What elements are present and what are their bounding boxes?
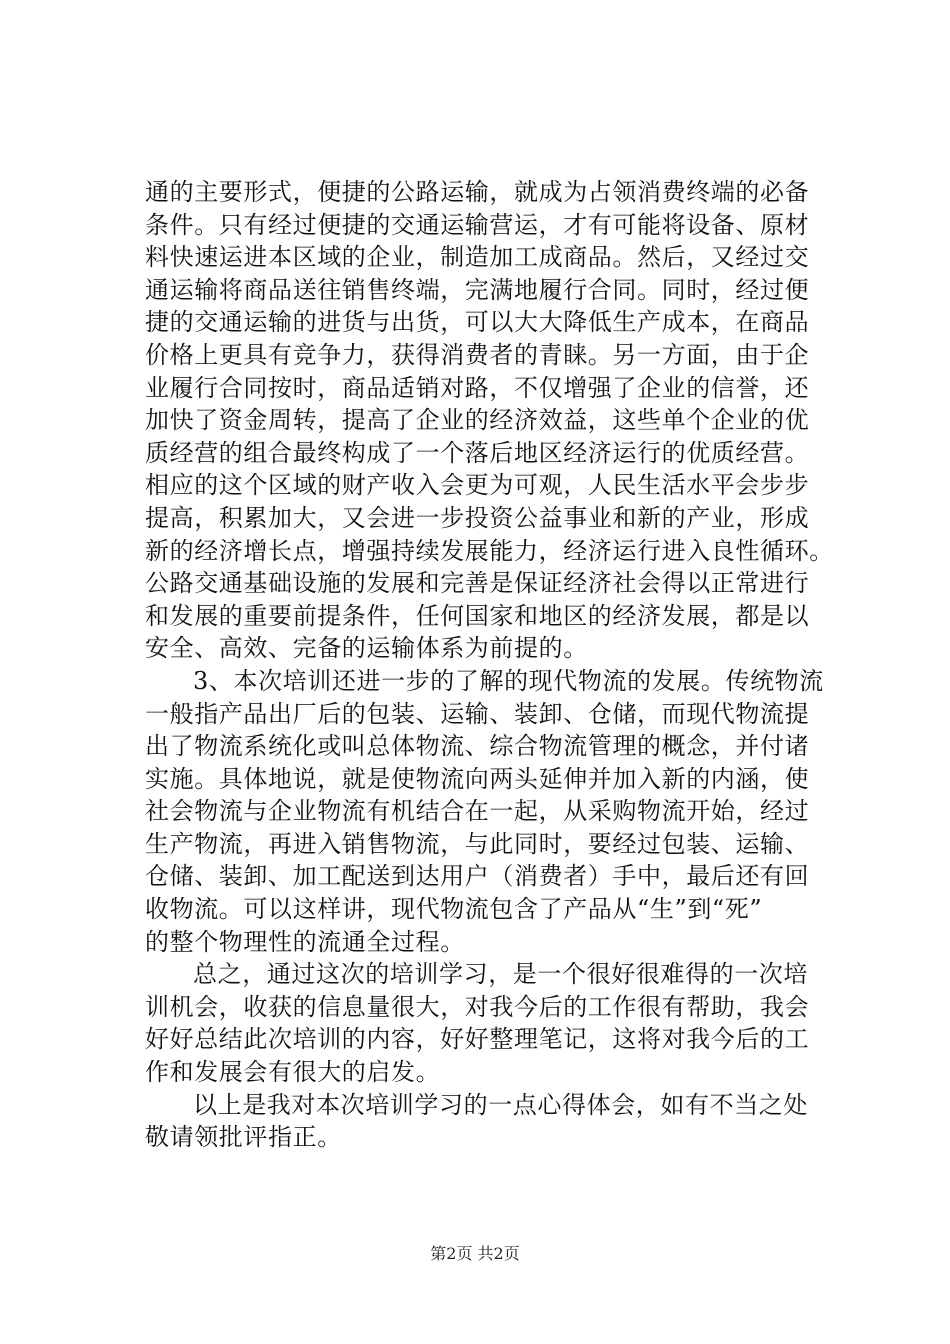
- text-line: 出了物流系统化或叫总体物流、综合物流管理的概念，并付诸: [145, 732, 810, 761]
- text-line: 好好总结此次培训的内容，好好整理笔记，这将对我今后的工: [145, 1025, 810, 1054]
- text-line: 的整个物理性的流通全过程。: [145, 927, 465, 956]
- text-line: 敬请领批评指正。: [145, 1123, 342, 1152]
- text-line: 公路交通基础设施的发展和完善是保证经济社会得以正常进行: [145, 569, 810, 598]
- text-line: 收物流。可以这样讲，现代物流包含了产品从“生”到“死”: [145, 895, 763, 924]
- text-line: 通的主要形式，便捷的公路运输，就成为占领消费终端的必备: [145, 178, 810, 206]
- text-line: 安全、高效、完备的运输体系为前提的。: [145, 634, 588, 663]
- text-line: 业履行合同按时，商品适销对路，不仅增强了企业的信誉，还: [145, 373, 810, 402]
- text-line: 一般指产品出厂后的包装、运输、装卸、仓储，而现代物流提: [145, 699, 810, 728]
- text-line: 新的经济增长点，增强持续发展能力，经济运行进入良性循环。: [145, 536, 834, 565]
- text-line: 提高，积累加大，又会进一步投资公益事业和新的产业，形成: [145, 503, 810, 532]
- text-line: 价格上更具有竞争力，获得消费者的青睐。另一方面，由于企: [145, 340, 810, 369]
- text-line: 训机会，收获的信息量很大，对我今后的工作很有帮助，我会: [145, 992, 810, 1021]
- text-line: 作和发展会有很大的启发。: [145, 1058, 441, 1087]
- text-line: 总之，通过这次的培训学习，是一个很好很难得的一次培: [193, 960, 808, 989]
- page-footer: 第2页 共2页: [430, 1244, 520, 1263]
- text-line: 捷的交通运输的进货与出货，可以大大降低生产成本，在商品: [145, 308, 810, 337]
- text-line: 以上是我对本次培训学习的一点心得体会，如有不当之处: [193, 1090, 808, 1119]
- text-line: 通运输将商品送往销售终端，完满地履行合同。同时，经过便: [145, 275, 810, 304]
- text-line: 相应的这个区域的财产收入会更为可观，人民生活水平会步步: [145, 471, 810, 500]
- text-line: 实施。具体地说，就是使物流向两头延伸并加入新的内涵，使: [145, 764, 810, 793]
- text-line: 加快了资金周转，提高了企业的经济效益，这些单个企业的优: [145, 406, 810, 435]
- text-line: 社会物流与企业物流有机结合在一起，从采购物流开始，经过: [145, 797, 810, 826]
- text-line: 料快速运进本区域的企业，制造加工成商品。然后，又经过交: [145, 243, 810, 272]
- text-line: 和发展的重要前提条件，任何国家和地区的经济发展，都是以: [145, 601, 810, 630]
- text-line: 仓储、装卸、加工配送到达用户（消费者）手中，最后还有回: [145, 862, 810, 891]
- text-line: 生产物流，再进入销售物流，与此同时，要经过包装、运输、: [145, 829, 810, 858]
- body-text: [145, 176, 845, 1154]
- text-line: 质经营的组合最终构成了一个落后地区经济运行的优质经营。: [145, 438, 810, 467]
- text-line: 条件。只有经过便捷的交通运输营运，才有可能将设备、原材: [145, 210, 810, 239]
- text-line: 3、本次培训还进一步的了解的现代物流的发展。传统物流: [193, 666, 824, 695]
